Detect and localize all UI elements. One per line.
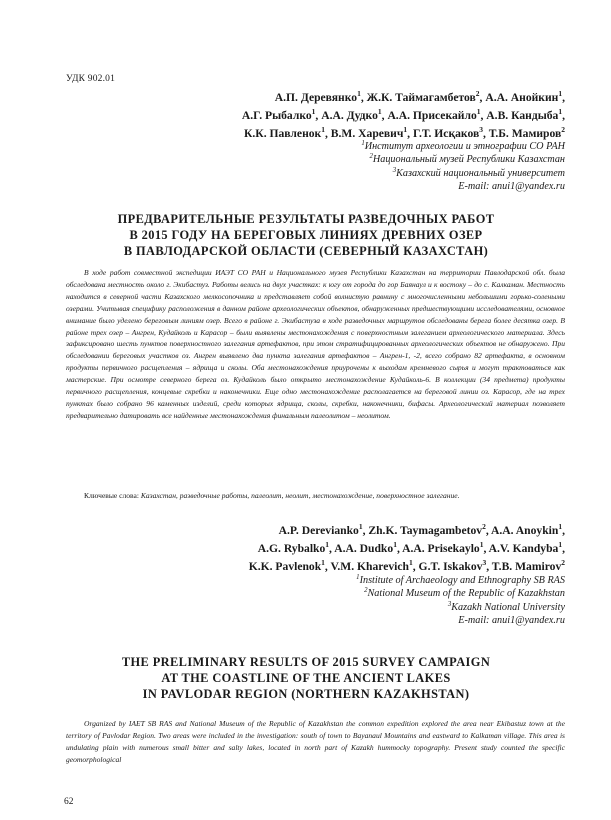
title-line: В 2015 ГОДУ НА БЕРЕГОВЫХ ЛИНИЯХ ДРЕВНИХ ОЗЕР [129,228,483,243]
keywords-russian [66,490,565,502]
affiliation-text: Казахский национальный университет [396,167,565,179]
affiliation-marker: 1 [311,107,316,116]
affiliation-number: 2 [369,153,373,161]
affiliation-text: Kazakh National University [451,601,565,613]
affiliation-marker: 3 [479,125,483,134]
keywords-label: Ключевые слова: [84,491,139,500]
title-line: AT THE COASTLINE OF THE ANCIENT LAKES [161,671,451,686]
author-name: A.P. Derevianko [278,524,359,537]
affiliation-line [356,601,565,614]
email-address: E-mail: anui1@yandex.ru [458,615,565,627]
authors-english [249,522,565,576]
author-name: Г.Т. Исқаков [412,127,480,140]
author-name: А.А. Анойкин [485,91,559,104]
affiliation-marker: 2 [561,125,565,134]
affiliation-text: Institute of Archaeology and Ethnography SB RAS [359,575,565,586]
author-line: А.Г. Рыбалко$^1$, А.А. Дудко$^1$, А.А. Присекайло$^1$, А.В. Кандыба$^1$, [241,107,565,122]
affiliation-marker: 1 [476,107,481,116]
authors-russian [242,89,565,143]
author-name: K.K. Pavlenok [248,560,322,573]
author-name: К.К. Павленок [243,127,322,140]
author-name: А.В. Кандыба [486,109,559,122]
title-line: ПРЕДВАРИТЕЛЬНЫЕ РЕЗУЛЬТАТЫ РАЗВЕДОЧНЫХ РАБОТ [117,212,495,226]
affiliation-marker: 1 [357,89,361,98]
affiliation-marker: 1 [321,558,325,567]
affiliation-line [361,140,565,153]
affiliation-marker: 1 [325,540,330,549]
affiliation-number: 3 [447,600,452,608]
affiliation-marker: 1 [393,540,397,549]
author-name: A.A. Dudko [334,542,394,555]
affiliation-text: National Museum of the Republic of Kazakhstan [367,588,565,600]
title-line: IN PAVLODAR REGION (NORTHERN KAZAKHSTAN) [142,687,470,702]
author-line: K.K. Pavlenok$^1$, V.M. Kharevich$^1$, G.T. Iskakov$^3$, T.B. Mamirov$^2$ [248,558,565,573]
affiliation-line [361,153,565,166]
affiliation-marker: 1 [558,540,563,549]
affiliation-line [361,167,565,180]
affiliation-number: 3 [392,166,397,174]
affiliation-marker: 1 [321,125,325,134]
affiliation-line [356,574,565,587]
author-name: A.A. Prisekaylo [402,542,480,555]
email-address: E-mail: anui1@yandex.ru [458,181,565,193]
author-name: Т.Б. Мамиров [488,127,562,140]
affiliation-number: 1 [356,574,360,581]
author-line: A.G. Rybalko$^1$, A.A. Dudko$^1$, A.A. Prisekaylo$^1$, A.V. Kandyba$^1$, [257,540,565,555]
affiliation-marker: 1 [558,522,563,531]
author-name: А.А. Дудко [321,109,378,122]
author-name: А.А. Присекайло [387,109,477,122]
title-line: THE PRELIMINARY RESULTS OF 2015 SURVEY CAMPAIGN [121,655,491,669]
affiliation-marker: 2 [482,522,486,531]
author-name: В.М. Харевич [330,127,404,140]
author-name: T.B. Mamirov [491,560,562,573]
affiliation-number: 2 [364,587,368,595]
keywords-text: Казахстан, разведочные работы, палеолит, неолит, местонахождение, поверхностное залегание. [140,491,460,500]
abstract-english: Organized by IAET SB RAS and National Museum of the Republic of Kazakhstan the common expedition explored the area near Ekibastuz town at the territory of Pavlodar Region. Two areas were included in the investigation: south of town to Bayanaul Mountains and eastward to Kalkaman village. This area is undulating plain with numerous small bitter and salty lakes, located in north part of Kazakh hummocky topography. Present study counted the specific geomorphological [66,719,565,764]
author-name: G.T. Iskakov [418,560,483,573]
affiliation-marker: 1 [403,125,408,134]
affiliation-marker: 1 [409,558,413,567]
author-line: A.P. Derevianko$^1$, Zh.K. Taymagambetov$^2$, A.A. Anoykin$^1$, [278,522,565,537]
affiliation-marker: 3 [482,558,487,567]
affiliation-text: Национальный музей Республики Казахстан [372,154,565,166]
affiliation-line [356,587,565,600]
affiliation-marker: 1 [558,89,563,98]
abstract-russian: В ходе работ совместной экспедиции ИАЭТ СО РАН и Национального музея Республики Казахстан на территории Павлодарской обл. была обследована местность около г. Экибастуз. Работы велись на двух участках: к югу от города до гор Баянаул и к востоку – до с. Калкаман. Местность находится в северной части Казахского мелкосопочника и представляет собой волнистую равнину с многочисленными небольшими горько-солеными озерами. Учитывая специфику расположения в данном районе археологических объектов, обнаруженных предшествующими исследователями, основное внимание было уделено береговым линиям озер. Всего в районе г. Экибастуза в ходе разведочных маршрутов обследованы берега более десятка озер. В районе трех озер – Ангрен, Кудайколь и Карасор – были выявлены местонахождения с поверхностным залеганием археологического материала. Здесь зафиксировано шесть пунктов поверхностного залегания артефактов, при этом стратифицированных археологических объектов не обнаружено. При обследовании береговых участков оз. Ангрен выявлено два пункта залегания артефактов – Ангрен-1, -2, всего собрано 82 артефакта, в основном продукты первичного расщепления – ядрища и сколы. Оба местонахождения приурочены к выходам кремневого сырья и могут трактоваться как мастерские. При осмотре северного берега оз. Кудайколь было открыто местонахождение Кудайколь-6. В коллекции (34 предмета) продукты первичного расщепления, концевые скребки и наконечники. Еще одно местонахождение располагается на береговой линии оз. Карасор, где на трех пунктах было собрано 96 каменных изделий, среди которых ядрища, сколы, скребки, наконечники, бифасы. Археологический материал позволяет предварительно датировать все найденные местонахождения финальным палеолитом – неолитом. [66,268,565,420]
affiliation-text: Институт археологии и этнографии СО РАН [364,141,565,152]
affiliation-marker: 1 [358,522,363,531]
udk-code: УДК 902.01 [66,74,116,84]
affiliations-russian [361,140,565,194]
affiliation-marker: 2 [475,89,480,98]
title-russian [56,211,556,260]
author-name: А.П. Деревянко [274,91,358,104]
affiliation-number: 1 [361,140,365,147]
title-english [56,654,556,703]
author-line: К.К. Павленок$^1$, В.М. Харевич$^1$, Г.Т. Исқаков$^3$, Т.Б. Мамиров$^2$ [243,125,565,140]
author-name: Zh.K. Taymagambetov [368,524,483,537]
affiliation-marker: 1 [479,540,484,549]
affiliations-english [356,574,565,628]
author-name: V.M. Kharevich [330,560,409,573]
author-name: A.V. Kandyba [488,542,559,555]
author-line: А.П. Деревянко$^1$, Ж.К. Таймагамбетов$^2$, А.А. Анойкин$^1$, [274,89,565,104]
affiliation-marker: 1 [558,107,563,116]
author-name: А.Г. Рыбалко [241,109,312,122]
page-number: 62 [64,797,74,807]
author-name: A.A. Anoykin [491,524,559,537]
author-name: A.G. Rybalko [257,542,326,555]
author-name: Ж.К. Таймагамбетов [366,91,476,104]
title-line: В ПАВЛОДАРСКОЙ ОБЛАСТИ (СЕВЕРНЫЙ КАЗАХСТАН) [123,244,489,259]
affiliation-marker: 2 [561,558,565,567]
affiliation-marker: 1 [377,107,382,116]
